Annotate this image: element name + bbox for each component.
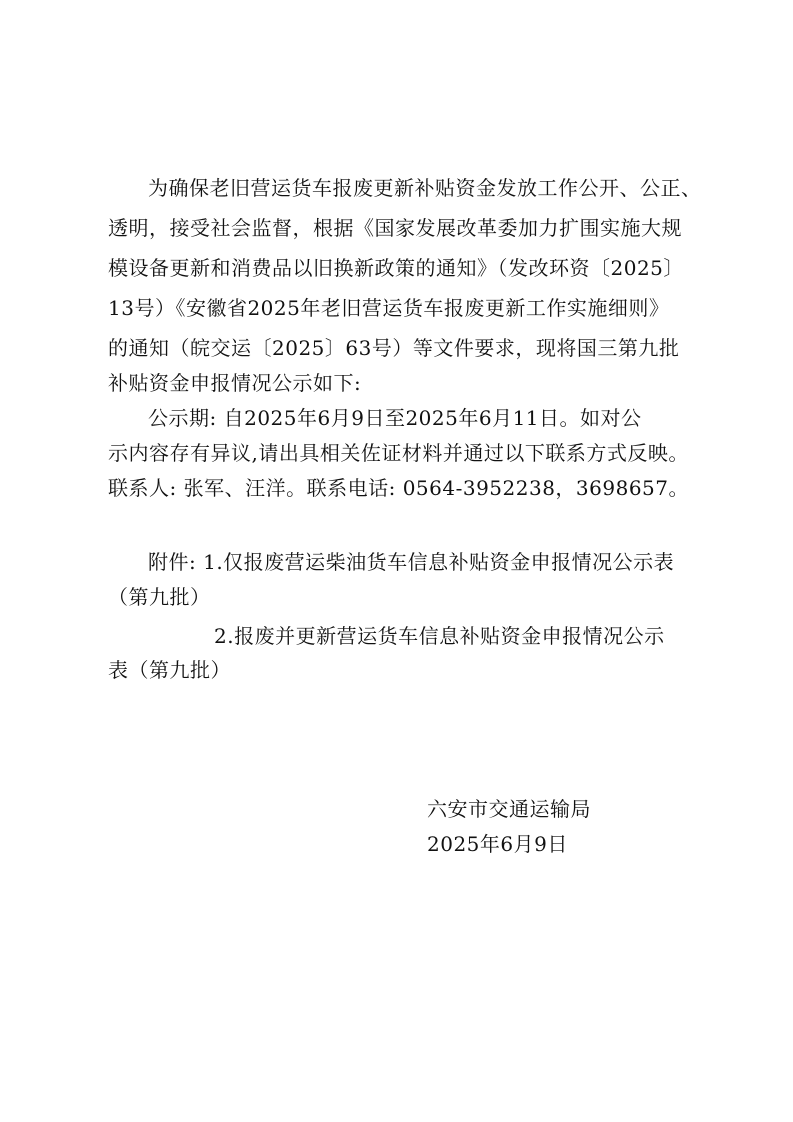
signature-date: 2025年6月9日: [427, 832, 568, 856]
attachment-line-2: （第九批）: [108, 585, 211, 609]
body-line-5: 的通知（皖交运〔2025〕63号）等文件要求，现将国三第九批: [108, 336, 680, 360]
contact-line: 联系人: 张军、汪洋。联系电话: 0564-3952238，3698657。: [108, 476, 689, 500]
attachment-line-1: 附件: 1.仅报废营运柴油货车信息补贴资金申报情况公示表: [148, 550, 675, 574]
attachment-line-4: 表（第九批）: [108, 658, 231, 682]
signature-org: 六安市交通运输局: [427, 797, 591, 821]
body-line-3: 模设备更新和消费品以旧换新政策的通知》（发改环资〔2025〕: [108, 256, 684, 280]
body-line-4: 13号）《安徽省2025年老旧营运货车报废更新工作实施细则》: [108, 296, 670, 320]
body-line-2: 透明，接受社会监督，根据《国家发展改革委加力扩围实施大规: [108, 216, 682, 240]
body-line-1: 为确保老旧营运货车报废更新补贴资金发放工作公开、公正、: [148, 176, 702, 200]
period-line-1: 公示期: 自2025年6月9日至2025年6月11日。如对公: [148, 406, 642, 430]
body-line-6: 补贴资金申报情况公示如下:: [108, 371, 362, 395]
attachment-line-3: 2.报废并更新营运货车信息补贴资金申报情况公示: [214, 624, 665, 648]
period-line-2: 示内容存有异议,请出具相关佐证材料并通过以下联系方式反映。: [108, 441, 689, 465]
